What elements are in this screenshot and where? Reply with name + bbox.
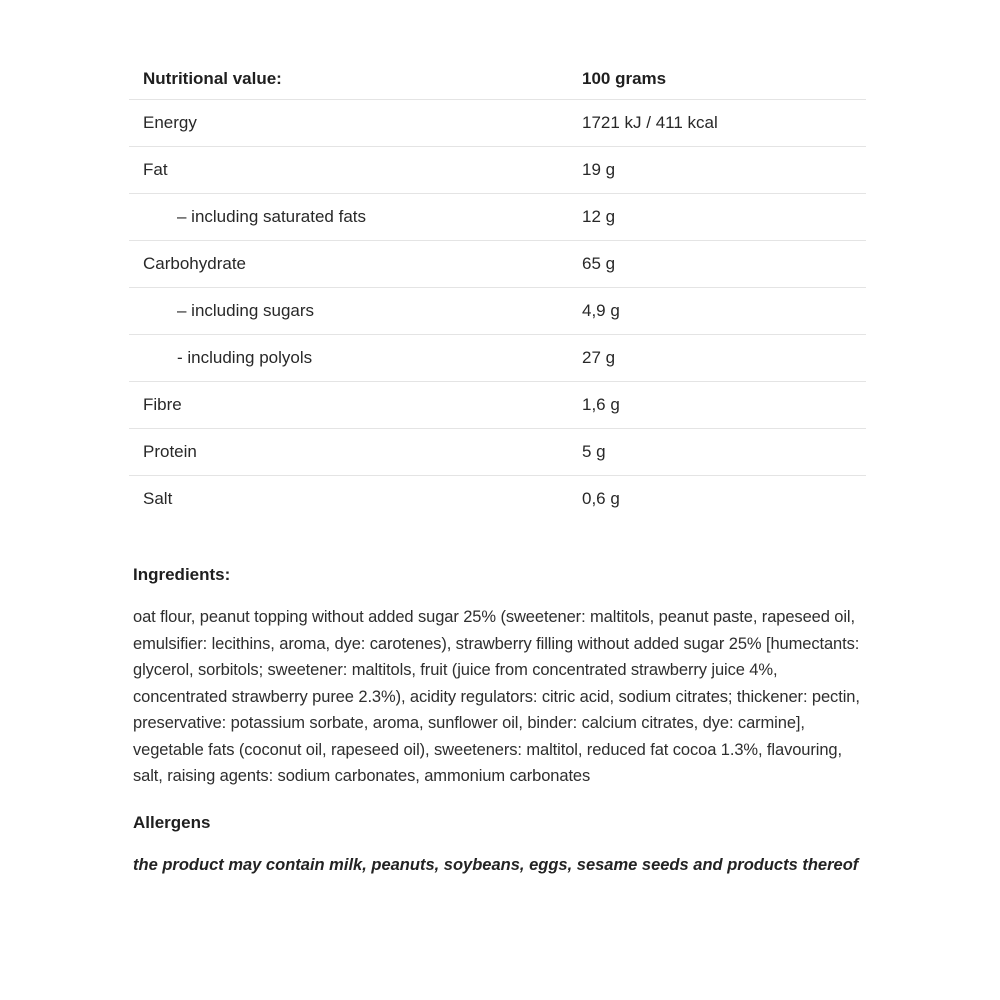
table-row <box>129 99 866 146</box>
nutrient-label: Salt <box>143 488 173 508</box>
nutrient-value: 19 g <box>568 146 866 193</box>
nutrient-value: 0,6 g <box>582 488 620 508</box>
nutrient-label: Protein <box>129 428 568 475</box>
nutrient-label: Fibre <box>129 381 568 428</box>
table-row <box>129 428 866 475</box>
nutrition-table <box>129 60 866 522</box>
table-row <box>129 146 866 193</box>
allergens-heading: Allergens <box>133 812 211 832</box>
table-row <box>129 334 866 381</box>
nutrient-value: 4,9 g <box>568 287 866 334</box>
table-row <box>129 287 866 334</box>
nutrient-value: 1,6 g <box>568 381 866 428</box>
table-row <box>129 193 866 240</box>
nutrient-label: Energy <box>129 99 568 146</box>
nutrient-label: – including saturated fats <box>129 193 568 240</box>
nutrition-header-amount: 100 grams <box>568 60 866 99</box>
table-row <box>129 240 866 287</box>
table-row <box>129 381 866 428</box>
nutrient-value: 1721 kJ / 411 kcal <box>568 99 866 146</box>
allergens-text: the product may contain milk, peanuts, soybeans, eggs, sesame seeds and products thereof <box>133 855 859 874</box>
product-nutrition-section <box>129 60 866 878</box>
nutrition-header-label: Nutritional value: <box>129 60 568 99</box>
nutrient-value: 65 g <box>568 240 866 287</box>
nutrition-table-header-row <box>129 60 866 99</box>
ingredients-heading: Ingredients: <box>133 565 231 584</box>
nutrient-label: – including sugars <box>129 287 568 334</box>
ingredients-text: oat flour, peanut topping without added sugar 25% (sweetener: maltitols, peanut paste, rapeseed oil, emulsifier: lecithins, aroma, dye: carotenes), strawberry filling without added sugar 25% [humectants: glycerol, sorbitols; sweetener: maltitols, fruit (juice from concentrated strawberry juice 4%, concentrated strawberry puree 2.3%), acidity regulators: citric acid, sodium citrates; thickener: pectin, preservative: potassium sorbate, aroma, sunflower oil, binder: calcium citrates, dye: carmine], vegetable fats (coconut oil, rapeseed oil), sweeteners: maltitol, reduced fat cocoa 1.3%, flavouring, salt, raising agents: sodium carbonates, ammonium carbonates <box>133 608 860 785</box>
nutrient-value: 5 g <box>568 428 866 475</box>
nutrient-label: Carbohydrate <box>129 240 568 287</box>
nutrient-value: 12 g <box>568 193 866 240</box>
nutrient-label: Fat <box>129 146 568 193</box>
nutrient-label: - including polyols <box>129 334 568 381</box>
nutrient-value: 27 g <box>568 334 866 381</box>
table-row <box>129 475 866 522</box>
